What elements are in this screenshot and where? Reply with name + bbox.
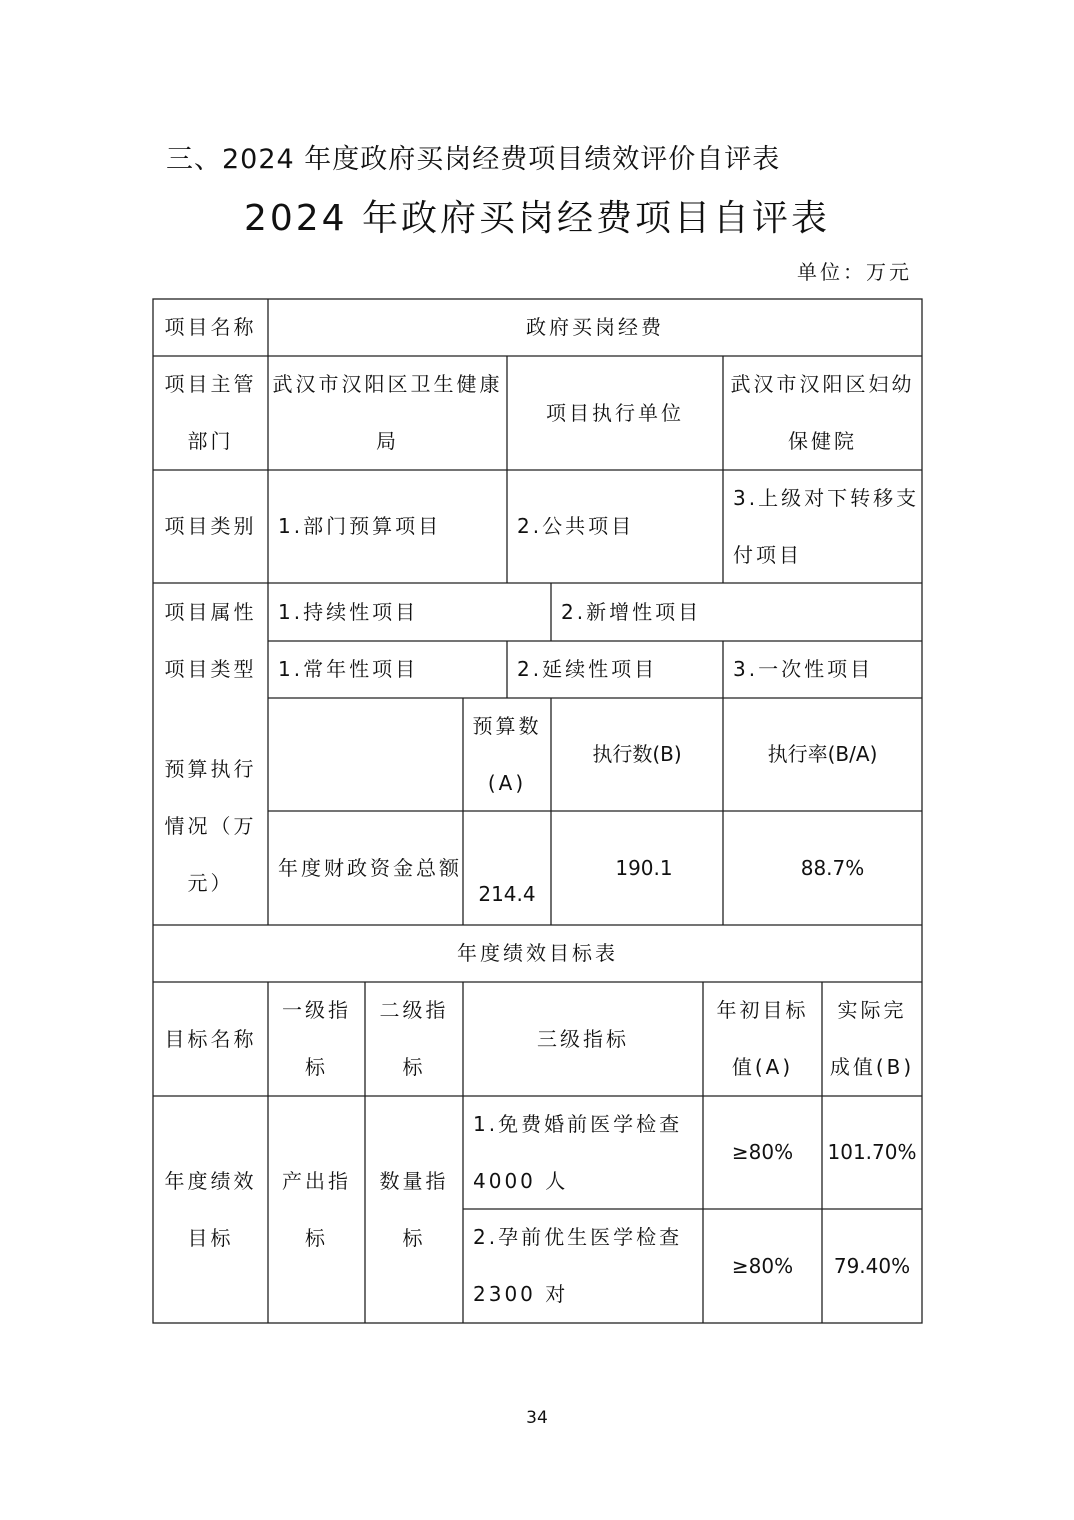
type-label: 项目类型 xyxy=(164,657,257,681)
dept-value: 武汉市汉阳区卫生健康 局 xyxy=(272,372,503,453)
level1-header: 一级指 标 xyxy=(282,998,351,1079)
category-option-3: 3.上级对下转移支 付项目 xyxy=(733,485,920,567)
budget-label: 预算执行 情况（万 元） xyxy=(164,757,257,895)
budget-row-label: 年度财政资金总额 xyxy=(278,855,462,880)
indicator-text: 1.免费婚前医学检查 4000 人 xyxy=(473,1111,683,1193)
budget-header-rate: 执行率(B/A) xyxy=(767,742,878,766)
indicator-target: ≥80% xyxy=(731,1253,794,1278)
goal-level2: 数量指 标 xyxy=(379,1168,449,1250)
perf-table-title: 年度绩效目标表 xyxy=(457,941,618,965)
goal-level1: 产出指 标 xyxy=(282,1168,351,1250)
page-number: 34 xyxy=(526,1408,548,1428)
type-option-1: 1.常年性项目 xyxy=(278,657,419,681)
indicator-target: ≥80% xyxy=(731,1140,794,1164)
level2-header: 二级指 标 xyxy=(379,998,449,1079)
unit-label: 单位：万元 xyxy=(797,260,912,284)
exec-unit-label: 项目执行单位 xyxy=(546,400,684,425)
category-label: 项目类别 xyxy=(164,514,257,538)
type-option-2: 2.延续性项目 xyxy=(517,657,658,681)
exec-unit-value: 武汉市汉阳区妇幼 保健院 xyxy=(730,372,915,453)
goal-name-header: 目标名称 xyxy=(164,1026,257,1051)
type-option-3: 3.一次性项目 xyxy=(733,657,874,681)
attr-label: 项目属性 xyxy=(164,599,257,624)
level3-header: 三级指标 xyxy=(537,1026,629,1051)
budget-header-a: 预算数 (A) xyxy=(472,713,542,795)
attr-option-1: 1.持续性项目 xyxy=(278,599,419,624)
budget-value-b: 190.1 xyxy=(615,855,673,880)
indicator-actual: 79.40% xyxy=(833,1253,911,1278)
page-title: 2024 年政府买岗经费项目自评表 xyxy=(243,198,831,239)
project-name-value: 政府买岗经费 xyxy=(526,315,664,339)
actual-header: 实际完 成值(B) xyxy=(829,998,915,1079)
dept-label: 项目主管 部门 xyxy=(164,372,257,453)
goal-row-label: 年度绩效 目标 xyxy=(164,1168,257,1250)
category-option-1: 1.部门预算项目 xyxy=(278,514,442,538)
indicator-actual: 101.70% xyxy=(827,1140,917,1164)
attr-option-2: 2.新增性项目 xyxy=(561,599,702,624)
category-option-2: 2.公共项目 xyxy=(517,514,635,538)
budget-value-rate: 88.7% xyxy=(800,855,865,880)
budget-header-b: 执行数(B) xyxy=(592,742,682,766)
target-header: 年初目标 值(A) xyxy=(716,998,809,1079)
section-title: 三、2024 年度政府买岗经费项目绩效评价自评表 xyxy=(166,144,781,175)
indicator-text: 2.孕前优生医学检查 2300 对 xyxy=(473,1225,683,1306)
project-name-label: 项目名称 xyxy=(164,315,257,339)
budget-value-a: 214.4 xyxy=(478,882,536,906)
